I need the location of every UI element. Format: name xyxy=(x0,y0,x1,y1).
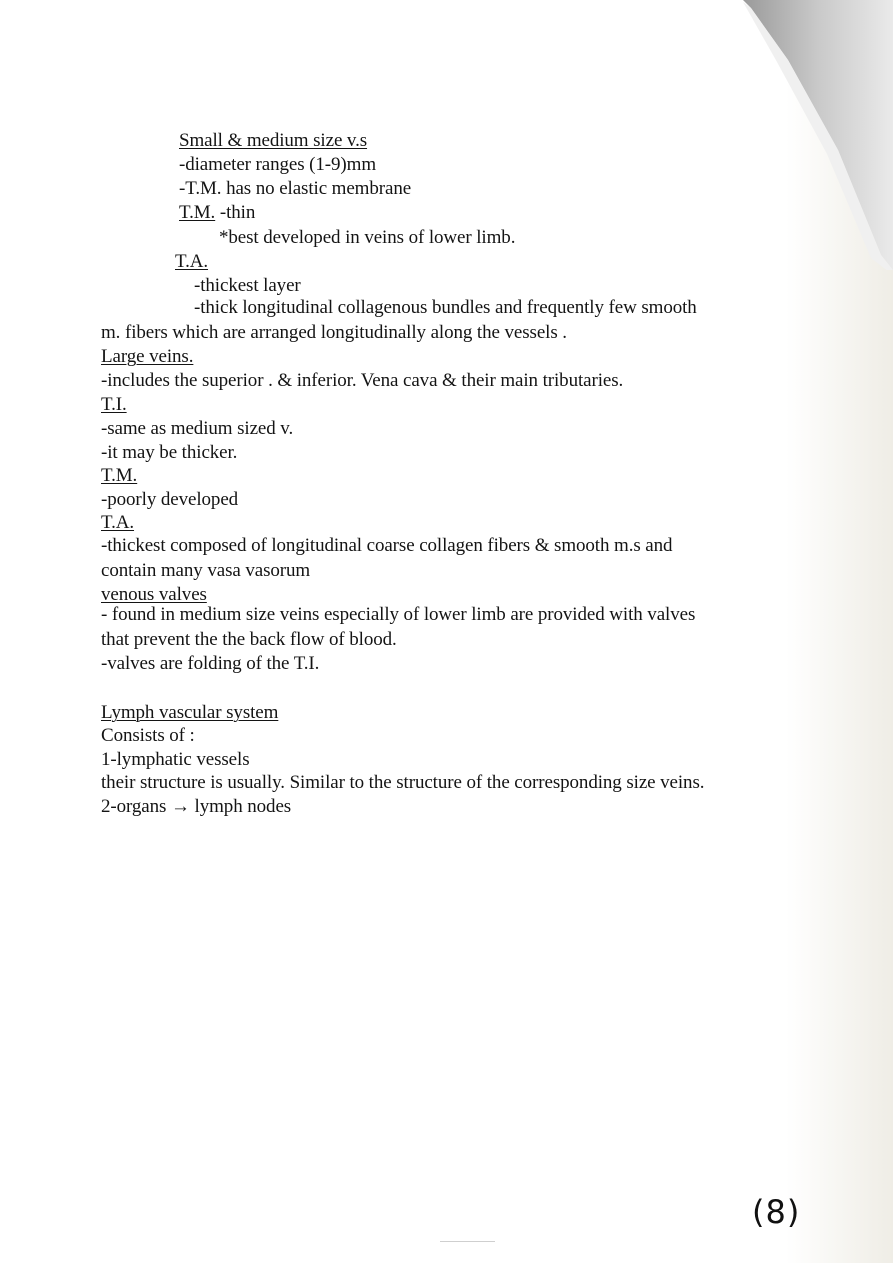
may-be-thicker-line: -it may be thicker. xyxy=(101,442,238,463)
poorly-developed-line: -poorly developed xyxy=(101,489,239,510)
lymph-heading: Lymph vascular system xyxy=(101,702,279,723)
large-veins-heading: Large veins. xyxy=(101,346,194,367)
lymphatic-vessels-line: 1-lymphatic vessels xyxy=(101,749,250,770)
valves-folding-line: -valves are folding of the T.I. xyxy=(101,653,320,674)
diameter-line: -diameter ranges (1-9)mm xyxy=(179,154,377,175)
small-medium-heading: Small & medium size v.s xyxy=(179,130,368,151)
scan-bottom-mark xyxy=(440,1241,495,1242)
venous-valves-heading: venous valves xyxy=(101,584,207,605)
tm-no-elastic-line: -T.M. has no elastic membrane xyxy=(179,178,412,199)
ta-label-2: T.A. xyxy=(101,512,135,533)
best-developed-line: *best developed in veins of lower limb. xyxy=(219,227,516,248)
thickest-layer-line: -thickest layer xyxy=(194,275,301,296)
thick-bundles-line-1: -thick longitudinal collagenous bundles and frequently few smooth xyxy=(194,297,697,318)
thickest-composed-line-1: -thickest composed of longitudinal coarse collagen fibers & smooth m.s and xyxy=(101,535,673,556)
organs-lymph-nodes-line: 2-organs → lymph nodes xyxy=(101,796,292,817)
tm-thin-label: T.M. xyxy=(179,202,216,223)
consists-of-line: Consists of : xyxy=(101,725,195,746)
structure-similar-line: their structure is usually. Similar to the structure of the corresponding size veins. xyxy=(101,772,705,793)
same-as-medium-line: -same as medium sized v. xyxy=(101,418,294,439)
tm-thin-line xyxy=(179,202,255,224)
page-number: (8) xyxy=(752,1193,801,1231)
folded-corner-shadow xyxy=(743,0,893,270)
tm-thin-text: -thin xyxy=(215,202,256,223)
tm-label-2: T.M. xyxy=(101,465,138,486)
valves-found-line-1: - found in medium size veins especially of lower limb are provided with valves xyxy=(101,604,696,625)
large-veins-includes-line: -includes the superior . & inferior. Vena cava & their main tributaries. xyxy=(101,370,624,391)
ti-label: T.I. xyxy=(101,394,127,415)
valves-found-line-2: that prevent the the back flow of blood. xyxy=(101,629,397,650)
thick-bundles-line-2: m. fibers which are arranged longitudinally along the vessels . xyxy=(101,322,567,343)
thickest-composed-line-2: contain many vasa vasorum xyxy=(101,560,311,581)
ta-label-1: T.A. xyxy=(175,251,209,272)
